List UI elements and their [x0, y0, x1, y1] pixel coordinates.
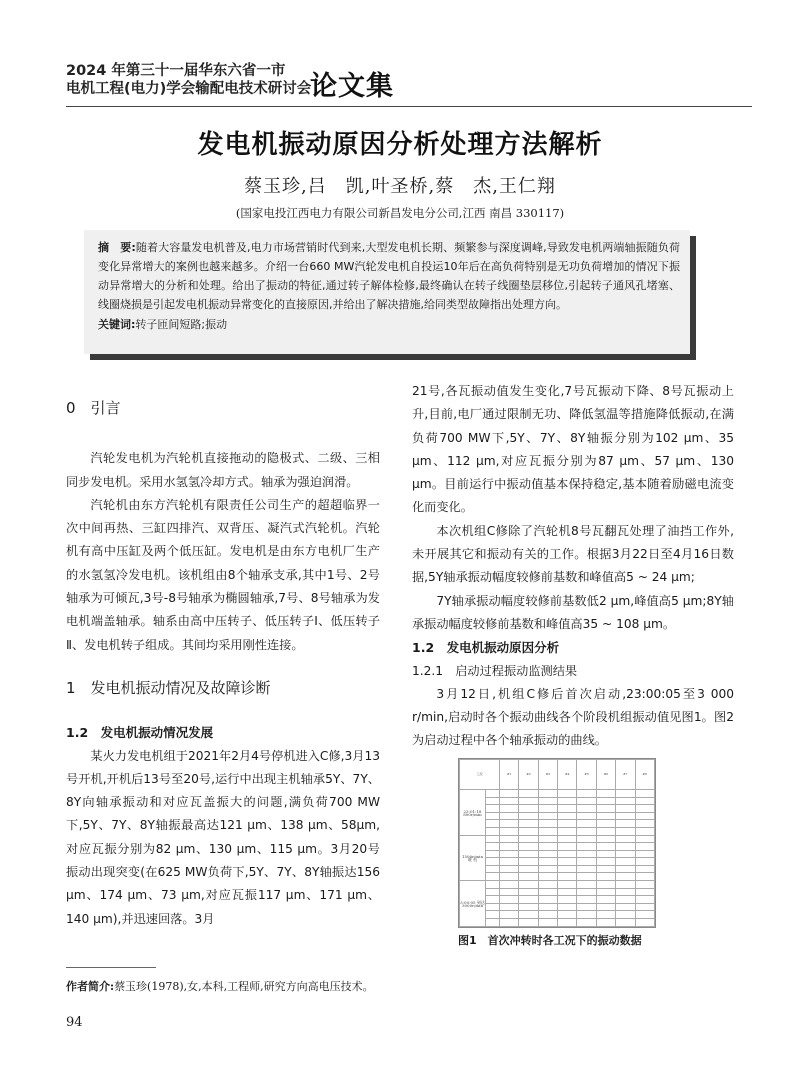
table-cell — [635, 827, 654, 835]
table-cell — [558, 790, 577, 798]
table-cell — [616, 865, 635, 873]
table-cell — [500, 820, 519, 828]
table-cell — [500, 843, 519, 851]
table-cell — [558, 865, 577, 873]
table-cell — [616, 820, 635, 828]
table-cell — [538, 888, 557, 896]
table-cell — [500, 888, 519, 896]
table-cell — [558, 911, 577, 919]
right-column — [412, 380, 734, 753]
table-header-cell: #7 — [616, 760, 635, 790]
table-cell — [519, 896, 538, 904]
table-cell — [596, 805, 615, 813]
section-1-2b-heading: 1.2 发电机振动原因分析 — [412, 640, 560, 656]
table-cell — [596, 797, 615, 805]
table-row — [460, 827, 655, 835]
table-header-row — [460, 760, 655, 790]
table-cell — [519, 843, 538, 851]
table-header-cell: #6 — [596, 760, 615, 790]
figure-1-caption: 图1 首次冲转时各工况下的振动数据 — [458, 934, 642, 947]
table-cell — [538, 918, 557, 926]
table-cell — [596, 918, 615, 926]
table-cell — [616, 903, 635, 911]
header-line-1: 2024 年第三十一届华东六省一市 — [66, 63, 286, 79]
table-cell — [519, 835, 538, 843]
intro-paragraph-2: 汽轮机由东方汽轮机有限责任公司生产的超超临界一次中间再热、三缸四排汽、双背压、凝汽式汽轮机。汽轮机有高中压缸及两个低压缸。发电机是由东方电机厂生产的水氢氢冷发电机。该机组由8个轴承支承,其中1号、2号轴承为可倾瓦,3号-8号轴承为椭圆轴承,7号、8号轴承为发电机端盖轴承。轴系由高中压转子、低压转子Ⅰ、低压转子Ⅱ、发电机转子组成。其间均采用刚性连接。 — [66, 497, 380, 652]
table-row — [460, 790, 655, 798]
paper-title: 发电机振动原因分析处理方法解析 — [197, 130, 603, 160]
table-row — [460, 903, 655, 911]
table-cell — [500, 805, 519, 813]
table-cell — [577, 881, 596, 889]
table-cell — [596, 843, 615, 851]
section-1-2-1-heading: 1.2.1 启动过程振动监测结果 — [412, 663, 578, 678]
table-cell — [486, 827, 500, 835]
footnote-rule — [66, 967, 156, 968]
table-row — [460, 858, 655, 866]
table-cell — [519, 888, 538, 896]
table-cell — [486, 918, 500, 926]
table-cell — [538, 790, 557, 798]
table-cell — [538, 903, 557, 911]
table-cell — [486, 805, 500, 813]
table-cell — [519, 881, 538, 889]
table-cell — [486, 896, 500, 904]
table-cell — [616, 881, 635, 889]
startup-paragraph: 3月12日,机组C修后首次启动,23:00:05至3 000 r/min,启动时各个振动曲线各个阶段机组振动值见图1。图2为启动过程中各个轴承振动的曲线。 — [412, 686, 734, 748]
table-cell — [558, 888, 577, 896]
table-cell — [558, 835, 577, 843]
table-header-cell: #2 — [519, 760, 538, 790]
table-cell — [616, 850, 635, 858]
table-cell — [635, 903, 654, 911]
table-cell — [538, 797, 557, 805]
table-header-cell: #5 — [577, 760, 596, 790]
table-cell — [538, 858, 557, 866]
table-header-cell: 工况 — [460, 760, 500, 790]
intro-paragraph-1: 汽轮发电机为汽轮机直接拖动的隐极式、二级、三相同步发电机。采用水氢氢冷却方式。轴承为强迫润滑。 — [66, 451, 380, 489]
table-row — [460, 820, 655, 828]
table-header-cell: #3 — [538, 760, 557, 790]
table-cell — [519, 797, 538, 805]
keywords-label: 关键词: — [98, 318, 136, 331]
table-cell — [635, 820, 654, 828]
author-footnote — [66, 978, 374, 994]
table-cell — [519, 805, 538, 813]
table-cell — [635, 858, 654, 866]
table-cell — [500, 896, 519, 904]
table-cell — [500, 911, 519, 919]
table-row — [460, 888, 655, 896]
table-cell — [577, 888, 596, 896]
table-cell — [519, 865, 538, 873]
table-cell — [596, 790, 615, 798]
table-cell — [616, 873, 635, 881]
table-cell — [616, 835, 635, 843]
table-cell — [577, 805, 596, 813]
table-cell — [519, 911, 538, 919]
paper-affiliation: (国家电投江西电力有限公司新昌发电分公司,江西 南昌 330117) — [235, 206, 565, 220]
keywords-text: 转子匝间短路;振动 — [135, 318, 228, 331]
table-cell — [500, 873, 519, 881]
table-row — [460, 911, 655, 919]
table-cell — [596, 835, 615, 843]
table-cell — [616, 918, 635, 926]
table-cell — [616, 812, 635, 820]
footnote-label: 作者简介: — [66, 980, 115, 993]
table-cell — [577, 797, 596, 805]
table-cell — [538, 881, 557, 889]
table-row — [460, 896, 655, 904]
table-cell — [635, 850, 654, 858]
table-cell — [486, 812, 500, 820]
table-cell — [519, 790, 538, 798]
table-cell — [635, 911, 654, 919]
table-cell — [635, 843, 654, 851]
table-cell — [616, 911, 635, 919]
table-cell — [577, 827, 596, 835]
table-cell — [596, 903, 615, 911]
left-column — [66, 380, 380, 931]
table-cell — [635, 812, 654, 820]
table-cell — [635, 835, 654, 843]
table-cell — [486, 911, 500, 919]
table-cell — [577, 911, 596, 919]
table-cell — [519, 858, 538, 866]
table-cell — [558, 820, 577, 828]
table-cell — [635, 881, 654, 889]
table-row — [460, 918, 655, 926]
table-cell — [635, 873, 654, 881]
table-body — [460, 790, 655, 927]
table-cell — [596, 873, 615, 881]
table-cell — [538, 812, 557, 820]
table-cell — [558, 873, 577, 881]
table-cell — [500, 850, 519, 858]
table-cell — [635, 896, 654, 904]
table-cell — [577, 850, 596, 858]
abstract-text: 随着大容量发电机普及,电力市场营销时代到来,大型发电机长期、频繁参与深度调峰,导致发电机两端轴振随负荷变化异常增大的案例也越来越多。介绍一台660 MW汽轮发电机自投运10年后在高负荷特别是无功负荷增加的情况下振动异常增大的分析和处理。给出了振动的特征,通过转子解体检修,最终确认在转子线圈垫层移位,引起转子通风孔堵塞、线圈烧损是引起发电机振动异常变化的直接原因,并给出了解决措施,给同类型故障指出处理方向。 — [98, 241, 680, 311]
table-cell — [558, 827, 577, 835]
table-cell — [596, 881, 615, 889]
table-cell — [519, 827, 538, 835]
table-cell — [577, 843, 596, 851]
table-cell — [486, 881, 500, 889]
table-cell — [635, 865, 654, 873]
table-cell — [558, 858, 577, 866]
table-cell — [486, 858, 500, 866]
table-cell — [519, 850, 538, 858]
table-cell — [538, 850, 557, 858]
table-cell — [596, 820, 615, 828]
table-cell — [616, 827, 635, 835]
table-cell — [538, 873, 557, 881]
table-cell — [616, 790, 635, 798]
table-row — [460, 850, 655, 858]
table-cell — [616, 797, 635, 805]
table-cell — [519, 903, 538, 911]
table-cell — [538, 911, 557, 919]
table-cell — [519, 918, 538, 926]
table-cell — [577, 790, 596, 798]
table-row — [460, 835, 655, 843]
abstract-box — [84, 230, 690, 354]
table-cell — [577, 812, 596, 820]
table-cell — [558, 896, 577, 904]
table-row — [460, 873, 655, 881]
table-cell — [616, 888, 635, 896]
table-cell — [486, 903, 500, 911]
table-cell — [635, 790, 654, 798]
table-cell — [635, 805, 654, 813]
table-cell — [596, 858, 615, 866]
vibration-data-table — [458, 758, 656, 928]
table-cell — [635, 888, 654, 896]
table-cell — [558, 918, 577, 926]
table-cell — [538, 820, 557, 828]
table-cell — [596, 812, 615, 820]
table-cell — [596, 865, 615, 873]
table-cell — [558, 805, 577, 813]
table-cell — [486, 835, 500, 843]
table-cell — [486, 873, 500, 881]
table-cell — [519, 820, 538, 828]
table-cell — [577, 903, 596, 911]
bearing-7y8y-paragraph: 7Y轴承振动幅度较修前基数低2 μm,峰值高5 μm;8Y轴承振动幅度较修前基数和峰值高35 ~ 108 μm。 — [412, 593, 734, 631]
table-row — [460, 881, 655, 889]
table-row — [460, 865, 655, 873]
table-cell — [577, 873, 596, 881]
table-cell — [500, 881, 519, 889]
table-cell — [519, 873, 538, 881]
section-1-2-heading: 1.2 发电机振动情况发展 — [66, 725, 214, 741]
page-number: 94 — [66, 1015, 83, 1030]
table-cell — [596, 911, 615, 919]
table-cell — [500, 858, 519, 866]
table-cell — [500, 865, 519, 873]
table-cell — [558, 903, 577, 911]
keywords-paragraph — [98, 315, 680, 334]
table-cell — [486, 843, 500, 851]
table-cell — [577, 918, 596, 926]
table-cell — [616, 843, 635, 851]
overhaul-paragraph: 本次机组C修除了汽轮机8号瓦翻瓦处理了油挡工作外,未开展其它和振动有关的工作。根据3月22日至4月16日数据,5Y轴承振动幅度较修前基数和峰值高5 ~ 24 μm; — [412, 523, 734, 585]
vibration-table — [459, 759, 655, 927]
table-cell — [616, 805, 635, 813]
table-row — [460, 843, 655, 851]
table-cell — [486, 820, 500, 828]
abstract-paragraph — [98, 238, 680, 314]
table-cell — [500, 797, 519, 805]
table-cell — [558, 812, 577, 820]
table-cell — [577, 865, 596, 873]
table-row — [460, 805, 655, 813]
table-cell — [635, 797, 654, 805]
table-cell — [577, 896, 596, 904]
table-cell — [486, 790, 500, 798]
table-row — [460, 797, 655, 805]
header-badge: 论文集 — [310, 71, 394, 102]
table-cell — [616, 858, 635, 866]
table-group-label: 1500r/min 暖 机 — [460, 835, 486, 881]
table-cell — [538, 835, 557, 843]
vibration-paragraph: 某火力发电机组于2021年2月4号停机进入C修,3月13号开机,开机后13号至20号,运行中出现主机轴承5Y、7Y、8Y向轴承振动和对应瓦盖振大的问题,满负荷700 MW下,5Y、7Y、8Y轴振最高达121 μm、138 μm、58μm,对应瓦振分别为82 μm、130 μm、115 μm。3月20号振动出现突变(在625 MW负荷下,5Y、7Y、8Y轴振达156 μm、174 μm、73 μm,对应瓦振117 μm、171 μm、140 μm),并迅速回落。3月 — [66, 748, 380, 926]
table-row — [460, 812, 655, 820]
table-cell — [500, 812, 519, 820]
header-line-2: 电机工程(电力)学会输配电技术研讨会 — [66, 81, 312, 97]
table-cell — [596, 850, 615, 858]
table-cell — [500, 835, 519, 843]
table-header-cell: #8 — [635, 760, 654, 790]
table-cell — [538, 843, 557, 851]
table-cell — [558, 881, 577, 889]
section-0-heading: 0 引言 — [66, 399, 121, 417]
table-cell — [486, 888, 500, 896]
table-cell — [500, 790, 519, 798]
table-cell — [538, 805, 557, 813]
table-cell — [558, 843, 577, 851]
table-cell — [486, 797, 500, 805]
table-cell — [577, 820, 596, 828]
table-group-label: 23:01:18 800r/min — [460, 790, 486, 836]
table-cell — [616, 896, 635, 904]
table-cell — [577, 858, 596, 866]
table-cell — [635, 918, 654, 926]
table-group-label: 3:00:05 到达 3000r/min — [460, 881, 486, 927]
section-1-heading: 1 发电机振动情况及故障诊断 — [66, 678, 271, 697]
footnote-text: 蔡玉珍(1978),女,本科,工程师,研究方向高电压技术。 — [114, 980, 374, 993]
table-cell — [596, 888, 615, 896]
table-cell — [538, 896, 557, 904]
proceedings-header — [66, 62, 736, 112]
continued-paragraph: 21号,各瓦振动值发生变化,7号瓦振动下降、8号瓦振动上升,目前,电厂通过限制无功、降低氢温等措施降低振动,在满负荷700 MW下,5Y、7Y、8Y轴振分别为102 μm、35 μm、112 μm,对应瓦振分别为87 μm、57 μm、130 μm。目前运行中振动值基本保持稳定,基本随着励磁电流变化而变化。 — [412, 384, 734, 515]
table-cell — [500, 903, 519, 911]
table-cell — [538, 865, 557, 873]
header-rule — [66, 106, 752, 107]
table-cell — [486, 865, 500, 873]
table-cell — [519, 812, 538, 820]
table-cell — [596, 827, 615, 835]
table-cell — [538, 827, 557, 835]
paper-authors: 蔡玉珍,吕 凯,叶圣桥,蔡 杰,王仁翔 — [244, 176, 556, 197]
table-cell — [500, 827, 519, 835]
table-header-cell: #4 — [558, 760, 577, 790]
table-cell — [558, 850, 577, 858]
table-header-cell: #1 — [500, 760, 519, 790]
table-cell — [500, 918, 519, 926]
abstract-label: 摘 要: — [98, 241, 136, 254]
table-cell — [577, 835, 596, 843]
table-cell — [486, 850, 500, 858]
table-cell — [558, 797, 577, 805]
table-cell — [596, 896, 615, 904]
